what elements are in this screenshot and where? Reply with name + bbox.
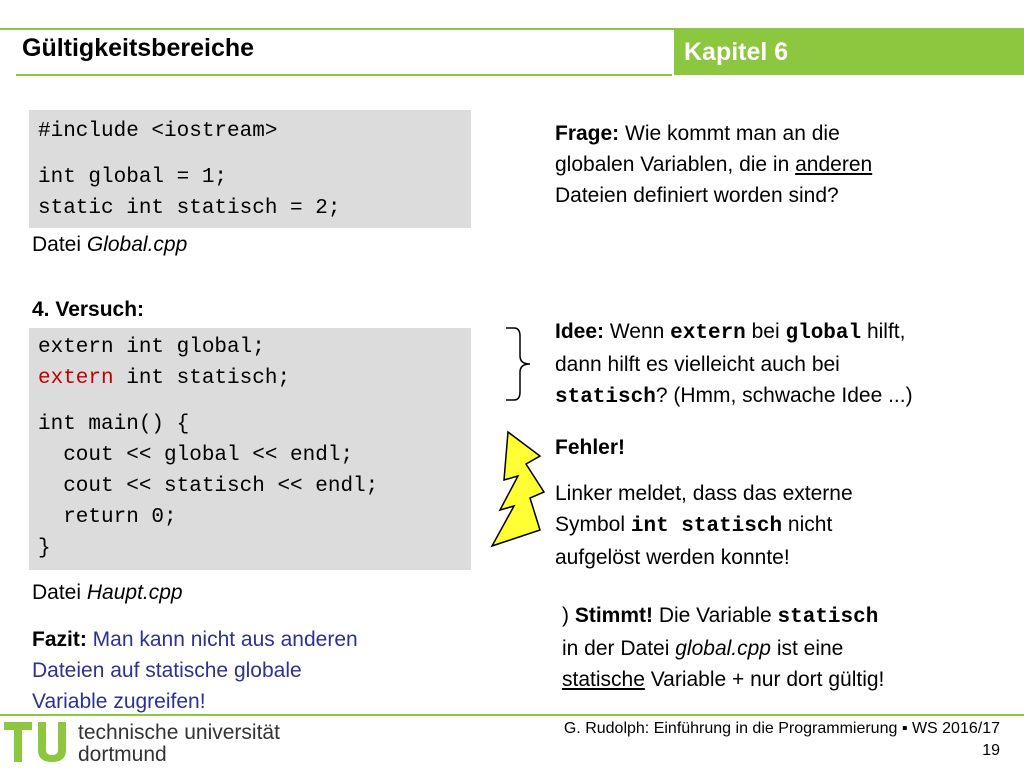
code-line: cout << statisch << endl; — [38, 475, 379, 498]
frage-text: Frage: Wie kommt man an die globalen Variablen, die in anderen Dateien definiert worden sind? — [555, 122, 873, 207]
slide-title: Gültigkeitsbereiche — [22, 34, 255, 62]
fehler-text: Linker meldet, dass das externe Symbol int statisch nicht aufgelöst werden konnte! — [555, 482, 853, 569]
code-line: extern int statisch; — [38, 367, 291, 390]
versuch-label: 4. Versuch: — [32, 298, 145, 321]
title-underline — [16, 74, 672, 76]
chapter-badge: Kapitel 6 — [674, 30, 1024, 75]
curly-bracket-icon — [504, 326, 534, 402]
code-line: extern int global; — [38, 336, 265, 359]
lightning-icon — [490, 430, 546, 548]
caption-haupt: Datei Haupt.cpp — [32, 581, 183, 604]
code-line: cout << global << endl; — [38, 444, 354, 467]
code-line: #include <iostream> — [38, 120, 278, 143]
footer-credit: G. Rudolph: Einführung in die Programmierung ▪ WS 2016/17 — [563, 720, 1000, 737]
code-block-global — [29, 110, 471, 228]
fazit-text: Fazit: Man kann nicht aus anderen Dateien auf statische globale Variable zugreifen! — [32, 628, 358, 713]
code-line: int main() { — [38, 413, 190, 436]
code-line: static int statisch = 2; — [38, 197, 341, 220]
code-block-haupt — [29, 328, 471, 570]
idee-text: Idee: Wenn extern bei global hilft, dann hilft es vielleicht auch bei statisch? (Hmm, schwache Idee ...) — [555, 320, 913, 409]
tu-logo-icon — [4, 720, 70, 764]
fehler-label: Fehler! — [555, 436, 626, 459]
stimmt-text: ) Stimmt! Die Variable statisch in der Datei global.cpp ist eine statische Variable + nur dort gültig! — [562, 604, 885, 691]
footer-line — [0, 714, 1024, 716]
code-line: int global = 1; — [38, 166, 228, 189]
code-line: return 0; — [38, 506, 177, 529]
caption-global: Datei Global.cpp — [32, 233, 188, 256]
code-line: } — [38, 537, 51, 560]
logo-text: technische universität dortmund — [78, 721, 280, 766]
page-number: 19 — [982, 742, 1000, 759]
